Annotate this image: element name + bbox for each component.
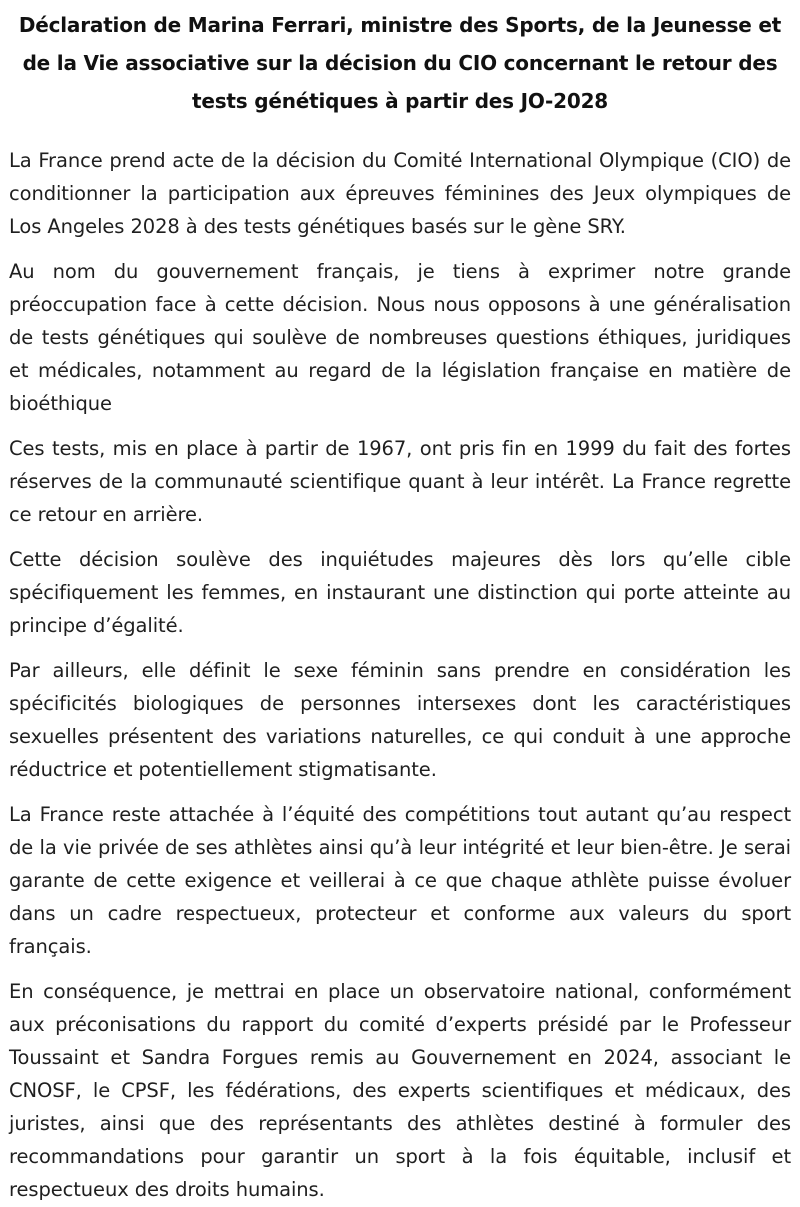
paragraph-2: Au nom du gouvernement français, je tiens à exprimer notre grande préoccupation face à cette décision. Nous nous opposons à une généralisation de tests génétiques qui soulève de nombreuses questions éthiques, juridiques et médicales, notamment au regard de la législation française en matière de bioéthique — [9, 260, 791, 415]
paragraph-6: La France reste attachée à l’équité des compétitions tout autant qu’au respect de la vie privée de ses athlètes ainsi qu’à leur intégrité et leur bien-être. Je serai garante de cette exigence et veillerai à ce que chaque athlète puisse évoluer dans un cadre respectueux, protecteur et conforme aux valeurs du sport français. — [9, 803, 791, 958]
document-title: Déclaration de Marina Ferrari, ministre des Sports, de la Jeunesse et de la Vie associative sur la décision du CIO concernant le retour des tests génétiques à partir des JO-2028 — [18, 13, 782, 113]
paragraph-1: La France prend acte de la décision du Comité International Olympique (CIO) de conditionner la participation aux épreuves féminines des Jeux olympiques de Los Angeles 2028 à des tests génétiques basés sur le gène SRY. — [9, 149, 791, 238]
paragraph-3: Ces tests, mis en place à partir de 1967, ont pris fin en 1999 du fait des fortes réserves de la communauté scientifique quant à leur intérêt. La France regrette ce retour en arrière. — [9, 437, 791, 526]
paragraph-5: Par ailleurs, elle définit le sexe féminin sans prendre en considération les spécificités biologiques de personnes intersexes dont les caractéristiques sexuelles présentent des variations naturelles, ce qui conduit à une approche réductrice et potentiellement stigmatisante. — [9, 659, 791, 781]
paragraph-4: Cette décision soulève des inquiétudes majeures dès lors qu’elle cible spécifiquement les femmes, en instaurant une distinction qui porte atteinte au principe d’égalité. — [9, 548, 791, 637]
paragraph-7: En conséquence, je mettrai en place un observatoire national, conformément aux préconisations du rapport du comité d’experts présidé par le Professeur Toussaint et Sandra Forgues remis au Gouvernement en 2024, associant le CNOSF, le CPSF, les fédérations, des experts scientifiques et médicaux, des juristes, ainsi que des représentants des athlètes destiné à formuler des recommandations pour garantir un sport à la fois équitable, inclusif et respectueux des droits humains. — [9, 980, 791, 1201]
